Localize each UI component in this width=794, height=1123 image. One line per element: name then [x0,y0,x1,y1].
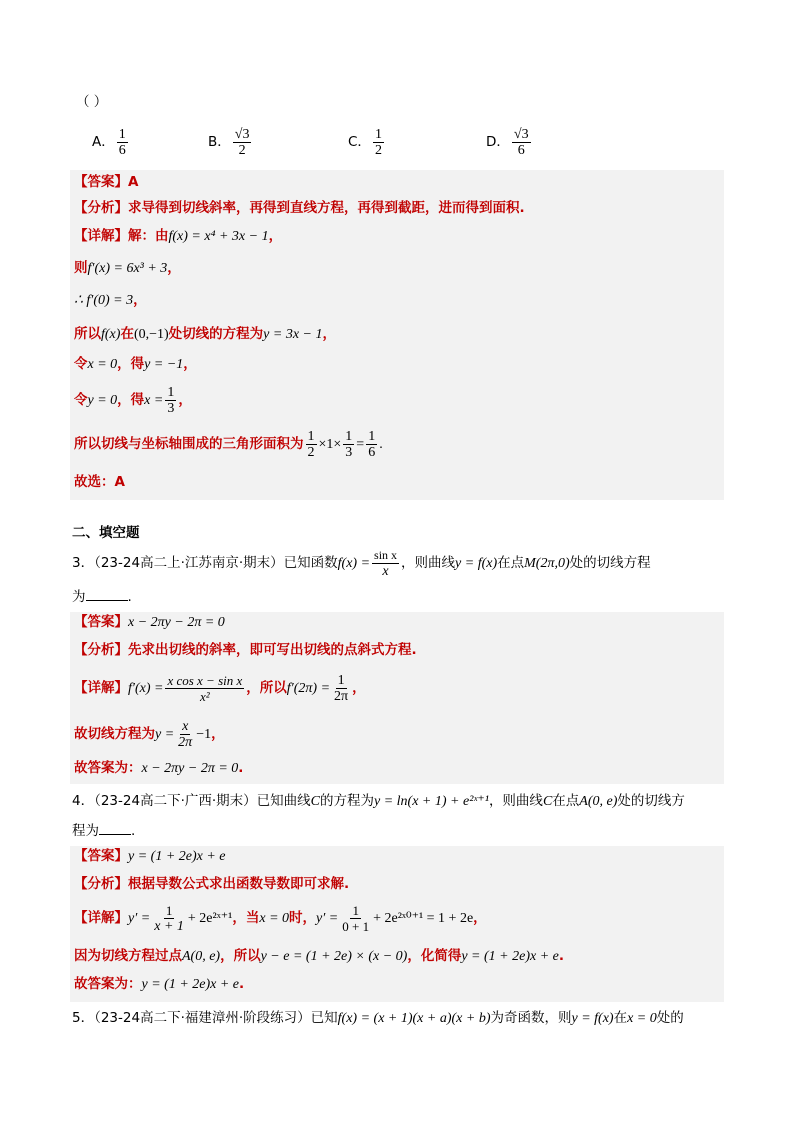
fraction: $\frac{\text{x cos x − sin x}}{\text{x²}}$ [167,672,243,704]
detail-line-1: 【详解】f′(x) = $\frac{\text{x cos x − sin x}}{\text{x²}}$ ，所以f′(2π) = $\frac{1}{2\pi}$ ， [74,672,366,704]
detail-line-1: 【详解】y′ = $\frac{1}{x + 1}$ + 2e²ˣ⁺¹，当x = 0时，y′ = $\frac{1}{0 + 1}$ + 2e²ˣ⁰⁺¹ = 1 + 2e， [74,902,487,934]
q5-stem-line-1: 5．（23-24高二下·福建漳州·阶段练习）已知f(x) = (x + 1)(x + a)(x + b)为奇函数，则y = f(x)在x = 0处的 [72,1010,684,1026]
fraction: $\frac{1}{2}$ [307,428,315,460]
q3-solution-box [70,612,724,784]
fraction: $\frac{1}{3}$ [345,428,353,460]
option-fraction: $\frac{1}{6}$ [118,127,126,159]
option-letter: D． [486,134,510,150]
answer-line: 【答案】x − 2πy − 2π = 0 [74,614,225,630]
option-c[interactable] [348,124,386,160]
fill-blank[interactable] [86,586,128,601]
detail-line-4: 所以f(x)在(0,−1)处切线的方程为y = 3x − 1， [74,326,336,342]
detail-line-6: 令y = 0，得x = $\frac{1}{3}$ ， [74,384,192,416]
option-letter: C． [348,134,371,150]
option-d[interactable] [486,124,533,160]
option-fraction: $\frac{√3}{6}$ [513,127,529,159]
fraction: $\frac{1}{x + 1}$ [154,902,184,934]
analysis-line: 【分析】根据导数公式求出函数导数即可求解. [74,876,350,892]
fraction: $\frac{1}{6}$ [368,428,376,460]
option-b[interactable] [208,124,253,160]
q4-stem-line-1: 4．（23-24高二下·广西·期末）已知曲线C的方程为y = ln(x + 1) + e²ˣ⁺¹，则曲线C在点A(0, e)处的切线方 [72,793,685,809]
analysis-line: 【分析】求导得到切线斜率，再得到直线方程，再得到截距，进而得到面积. [74,200,525,216]
fraction: $\frac{x}{2\pi}$ [178,718,193,750]
fraction: $\frac{1}{2\pi}$ [334,672,349,704]
choose-line: 故选：A [74,474,125,490]
fraction: $\frac{1}{3}$ [167,384,175,416]
detail-line-3: 故答案为：y = (1 + 2e)x + e. [74,976,245,992]
detail-line-2: 故切线方程为y = $\frac{x}{2\pi}$ −1， [74,718,225,750]
option-letter: B． [208,134,231,150]
fraction: $\frac{\text{sin x}}{x}$ [374,547,398,579]
q4-solution-box [70,846,724,1002]
option-letter: A． [92,134,115,150]
detail-line-3: 故答案为：x − 2πy − 2π = 0. [74,760,244,776]
answer-paren: （ ） [76,94,108,110]
option-a[interactable] [92,124,130,160]
detail-line-5: 令x = 0，得y = −1， [74,356,197,372]
detail-line-2: 则f′(x) = 6x³ + 3， [74,260,181,276]
detail-line-2: 因为切线方程过点A(0, e)，所以y − e = (1 + 2e) × (x − 0)，化简得y = (1 + 2e)x + e. [74,948,565,964]
fraction: $\frac{1}{0 + 1}$ [342,902,370,934]
q3-stem-line-1: 3．（23-24高二上·江苏南京·期末）已知函数f(x) = $\frac{\text{sin x}}{x}$ ，则曲线y = f(x)在点M(2π,0)处的切线方程 [72,547,651,579]
q3-stem-line-2: 为 . [72,586,132,607]
answer-line: 【答案】y = (1 + 2e)x + e [74,848,226,864]
q2-solution-box [70,170,724,500]
answer-line: 【答案】A [74,174,139,190]
analysis-line: 【分析】先求出切线的斜率，即可写出切线的点斜式方程. [74,642,417,658]
q4-stem-line-2: 程为 . [72,820,135,841]
option-fraction: $\frac{1}{2}$ [374,127,382,159]
detail-line-1: 【详解】解：由f(x) = x⁴ + 3x − 1， [74,228,283,244]
option-fraction: $\frac{√3}{2}$ [234,127,250,159]
detail-line-3: ∴ f′(0) = 3， [74,292,147,308]
fill-blank[interactable] [99,820,131,835]
detail-line-7: 所以切线与坐标轴围成的三角形面积为 $\frac{1}{2}$ ×1× $\frac{1}{3}$ = $\frac{1}{6}$ . [74,428,383,460]
section-heading: 二、填空题 [72,525,140,541]
